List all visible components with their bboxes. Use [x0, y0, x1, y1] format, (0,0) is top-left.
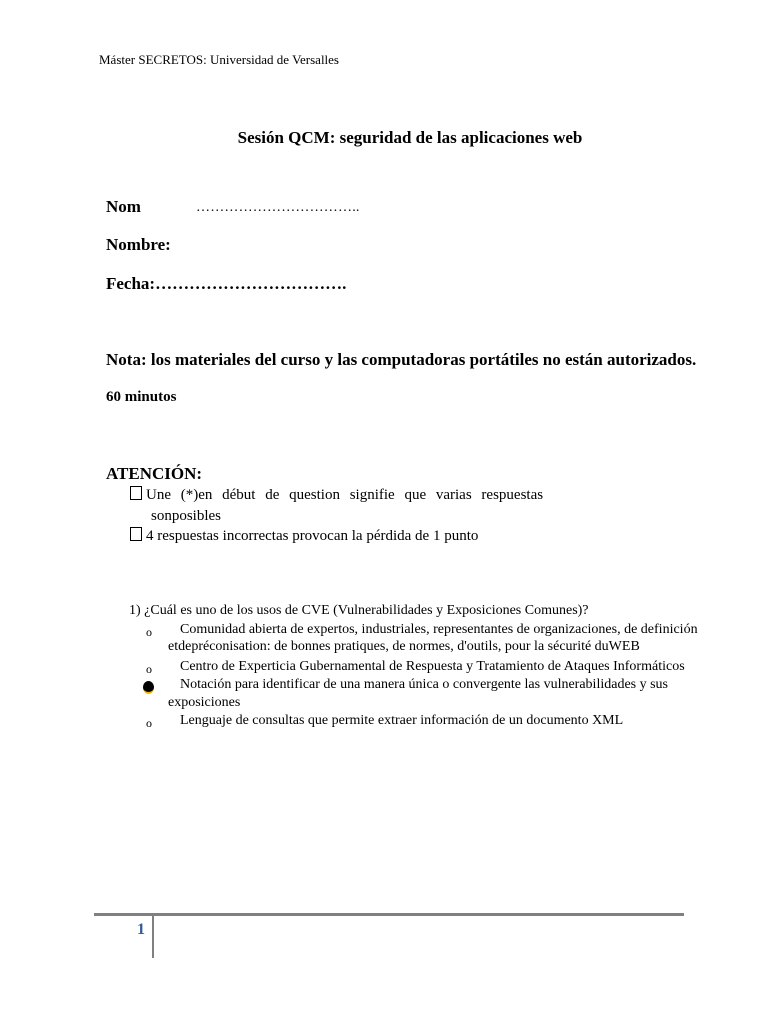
- option-3-label: Notación para identificar de una manera única o convergente las vulnerabilidades y sus: [180, 677, 668, 692]
- fecha-blank: …………………………….: [155, 274, 347, 293]
- attention-item-2: [130, 527, 478, 545]
- fecha-field: [106, 274, 346, 294]
- exam-note: Nota: los materiales del curso y las computadoras portátiles no están autorizados.: [106, 350, 697, 369]
- document-header: Máster SECRETOS: Universidad de Versalles: [99, 52, 339, 67]
- nom-field: [106, 197, 360, 217]
- bullet-box-icon: [130, 527, 142, 541]
- attention-heading: ATENCIÓN:: [106, 464, 203, 483]
- option-1-label: Comunidad abierta de expertos, industriales, representantes de organizaciones, de definición: [180, 622, 698, 637]
- bullet-box-icon: [130, 486, 142, 500]
- page-number: 1: [137, 921, 145, 938]
- fecha-label: Fecha:: [106, 274, 156, 293]
- question-1-text: 1) ¿Cuál es uno de los usos de CVE (Vulnerabilidades y Exposiciones Comunes)?: [129, 603, 589, 618]
- footer-divider: [152, 916, 154, 958]
- option-4-radio[interactable]: o: [146, 716, 152, 730]
- exam-title: Sesión QCM: seguridad de las aplicaciones web: [237, 128, 583, 147]
- attention-item-2-text: 4 respuestas incorrectas provocan la pérdida de 1 punto: [146, 528, 479, 544]
- exam-duration: 60 minutos: [106, 389, 177, 405]
- attention-item-1-text: Une (*)en début de question signifie que varias respuestas: [146, 487, 544, 503]
- nom-blank: ……………………………..: [196, 200, 360, 215]
- option-2-label: Centro de Experticia Gubernamental de Respuesta y Tratamiento de Ataques Informáticos: [180, 659, 685, 674]
- footer-rule: [94, 913, 684, 916]
- nom-label: Nom: [106, 197, 141, 216]
- attention-item-1: [130, 486, 543, 504]
- option-2-radio[interactable]: o: [146, 662, 152, 676]
- attention-item-1-cont: sonposibles: [151, 508, 222, 524]
- option-4-label: Lenguaje de consultas que permite extraer información de un documento XML: [180, 713, 624, 728]
- nombre-label: Nombre:: [106, 235, 171, 254]
- option-1-radio[interactable]: o: [146, 625, 152, 639]
- option-3-radio-selected[interactable]: [143, 681, 154, 694]
- option-1-label-cont: etdepréconisation: de bonnes pratiques, de normes, d'outils, pour la sécurité duWEB: [168, 639, 640, 654]
- option-3-label-cont: exposiciones: [168, 695, 241, 710]
